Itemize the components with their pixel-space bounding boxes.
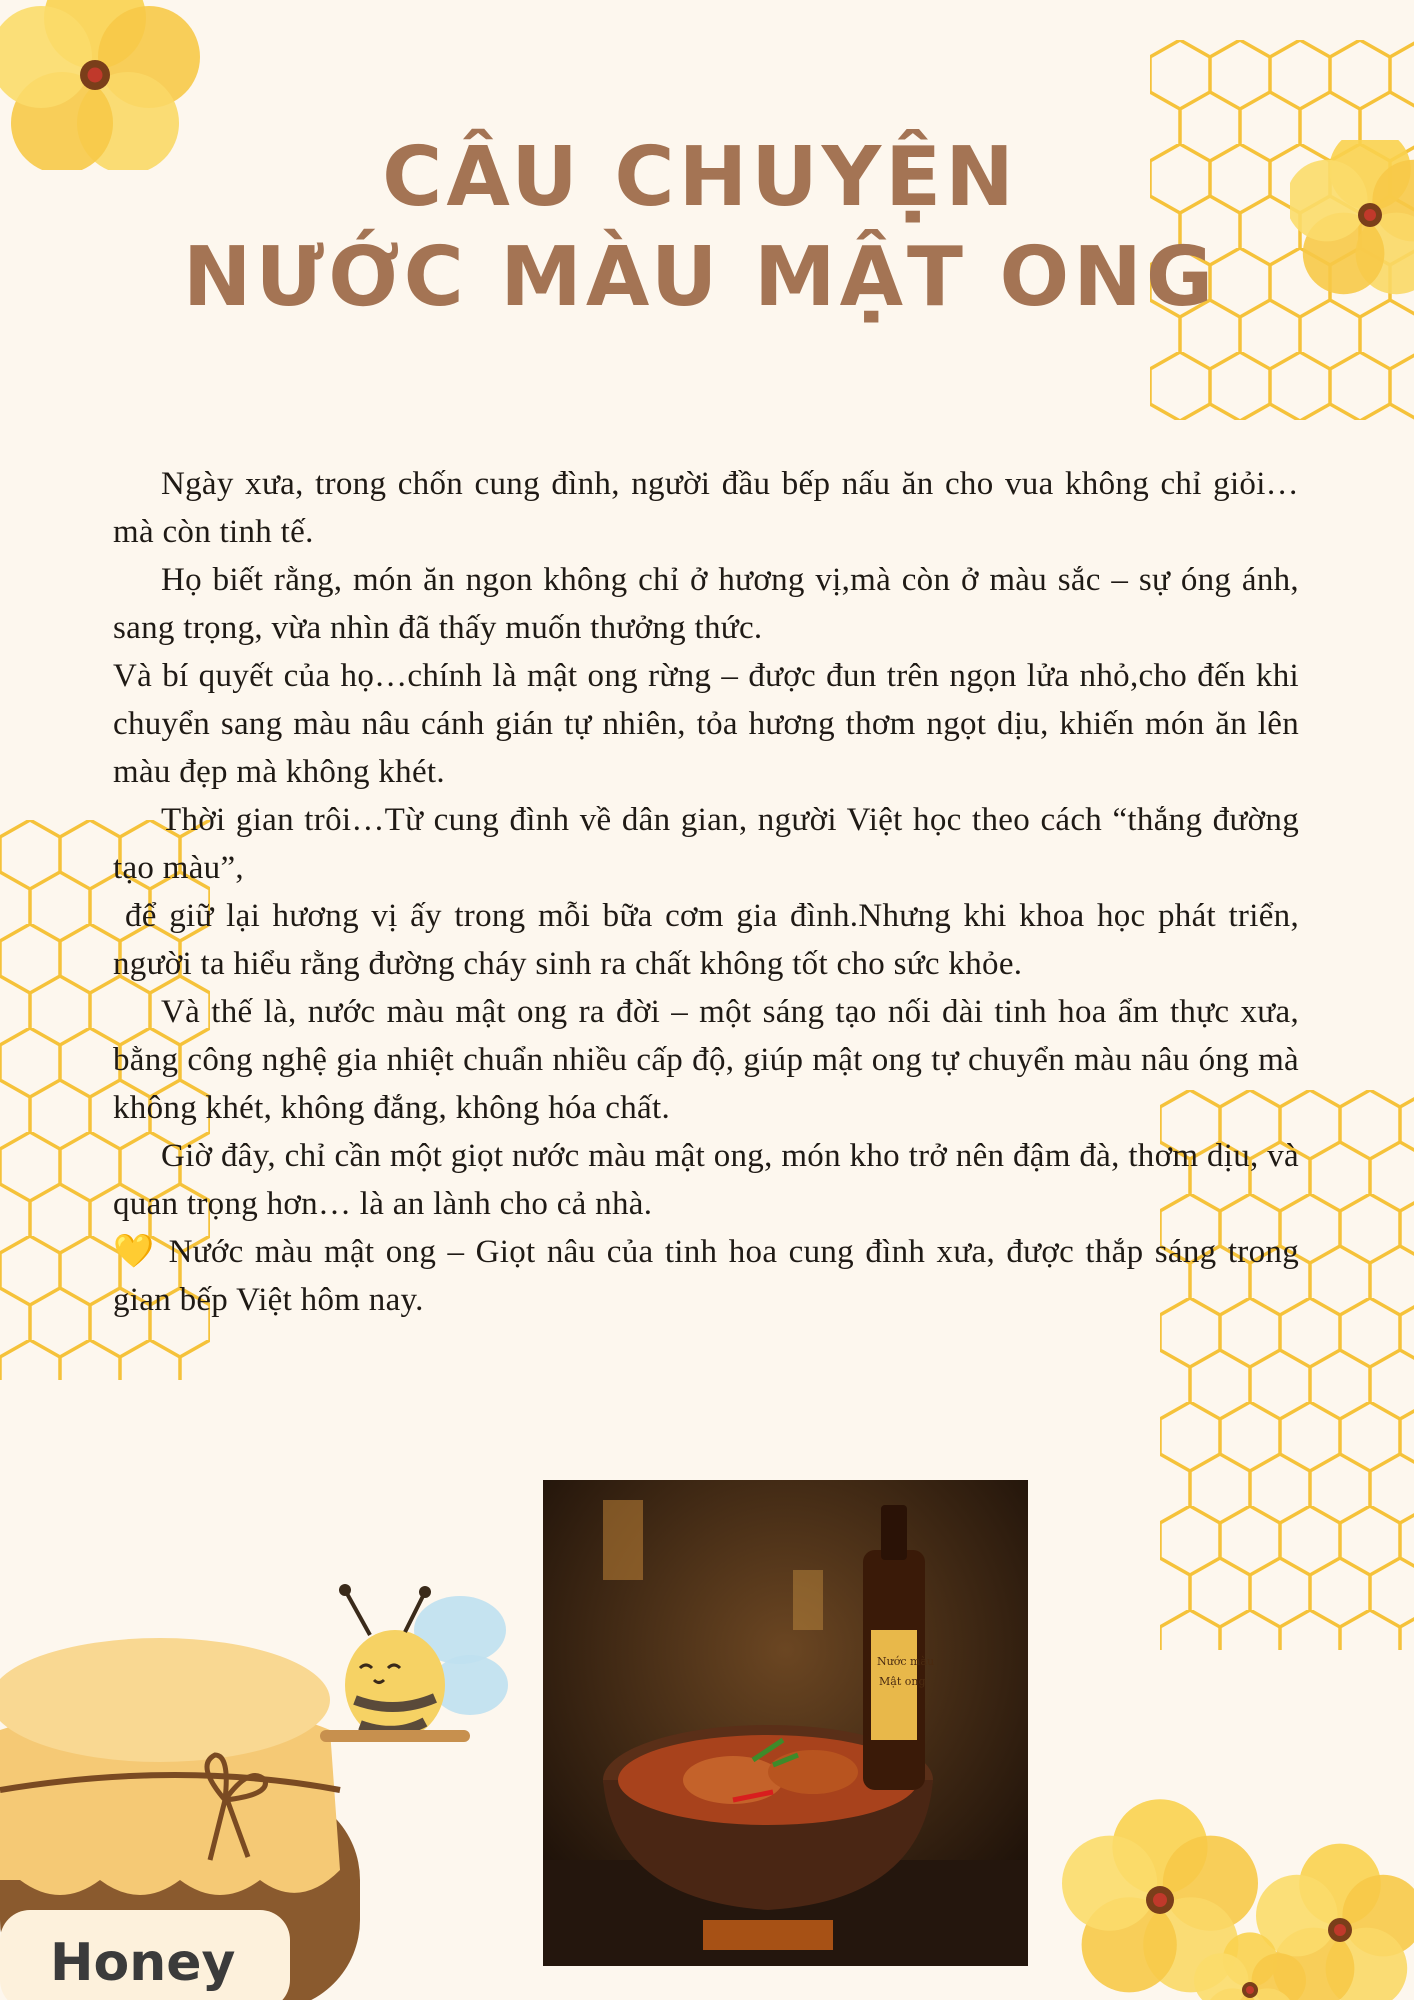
bottle-label-line-1: Nước màu <box>877 1655 935 1668</box>
story-paragraph: Và thế là, nước màu mật ong ra đời – một sáng tạo nối dài tinh hoa ẩm thực xưa, bằng công nghệ gia nhiệt chuẩn nhiều cấp độ, giúp mật ong tự chuyển màu nâu óng mà không khét, không đắng, không hóa chất. <box>113 994 1299 1126</box>
flower-icon <box>1050 1780 1414 2000</box>
story-paragraph: Thời gian trôi…Từ cung đình về dân gian, người Việt học theo cách “thắng đường tạo màu”, <box>113 802 1299 886</box>
story-paragraph: Và bí quyết của họ…chính là mật ong rừng – được đun trên ngọn lửa nhỏ,cho đến khi chuyển sang màu nâu cánh gián tự nhiên, tỏa hương thơm ngọt dịu, khiến món ăn lên màu đẹp mà không khét. <box>113 658 1299 790</box>
story-paragraph: Giờ đây, chỉ cần một giọt nước màu mật ong, món kho trở nên đậm đà, thơm dịu, và quan trọng hơn… là an lành cho cả nhà. <box>113 1138 1299 1222</box>
jar-label: Honey <box>50 1933 236 1993</box>
heart-icon: 💛 <box>113 1234 158 1270</box>
dish-photo <box>543 1480 1028 1966</box>
bottle-label-line-2: Mật ong <box>879 1675 926 1688</box>
title-line-1: CÂU CHUYỆN <box>382 130 1018 225</box>
page-title <box>150 128 1250 328</box>
story-text <box>113 460 1299 1324</box>
story-paragraph: Ngày xưa, trong chốn cung đình, người đầu bếp nấu ăn cho vua không chỉ giỏi… mà còn tinh tế. <box>113 466 1299 550</box>
story-closing <box>113 1228 1299 1324</box>
flower-icon <box>1290 140 1414 300</box>
title-line-2: NƯỚC MÀU MẬT ONG <box>182 230 1218 325</box>
story-paragraph: để giữ lại hương vị ấy trong mỗi bữa cơm gia đình.Nhưng khi khoa học phát triển, người ta hiểu rằng đường cháy sinh ra chất không tốt cho sức khỏe. <box>113 898 1299 982</box>
bee-icon <box>300 1580 540 1750</box>
story-closing-text: Nước màu mật ong – Giọt nâu của tinh hoa cung đình xưa, được thắp sáng trong gian bếp Việt hôm nay. <box>113 1234 1299 1318</box>
story-paragraph: Họ biết rằng, món ăn ngon không chỉ ở hương vị,mà còn ở màu sắc – sự óng ánh, sang trọng, vừa nhìn đã thấy muốn thưởng thức. <box>113 562 1299 646</box>
